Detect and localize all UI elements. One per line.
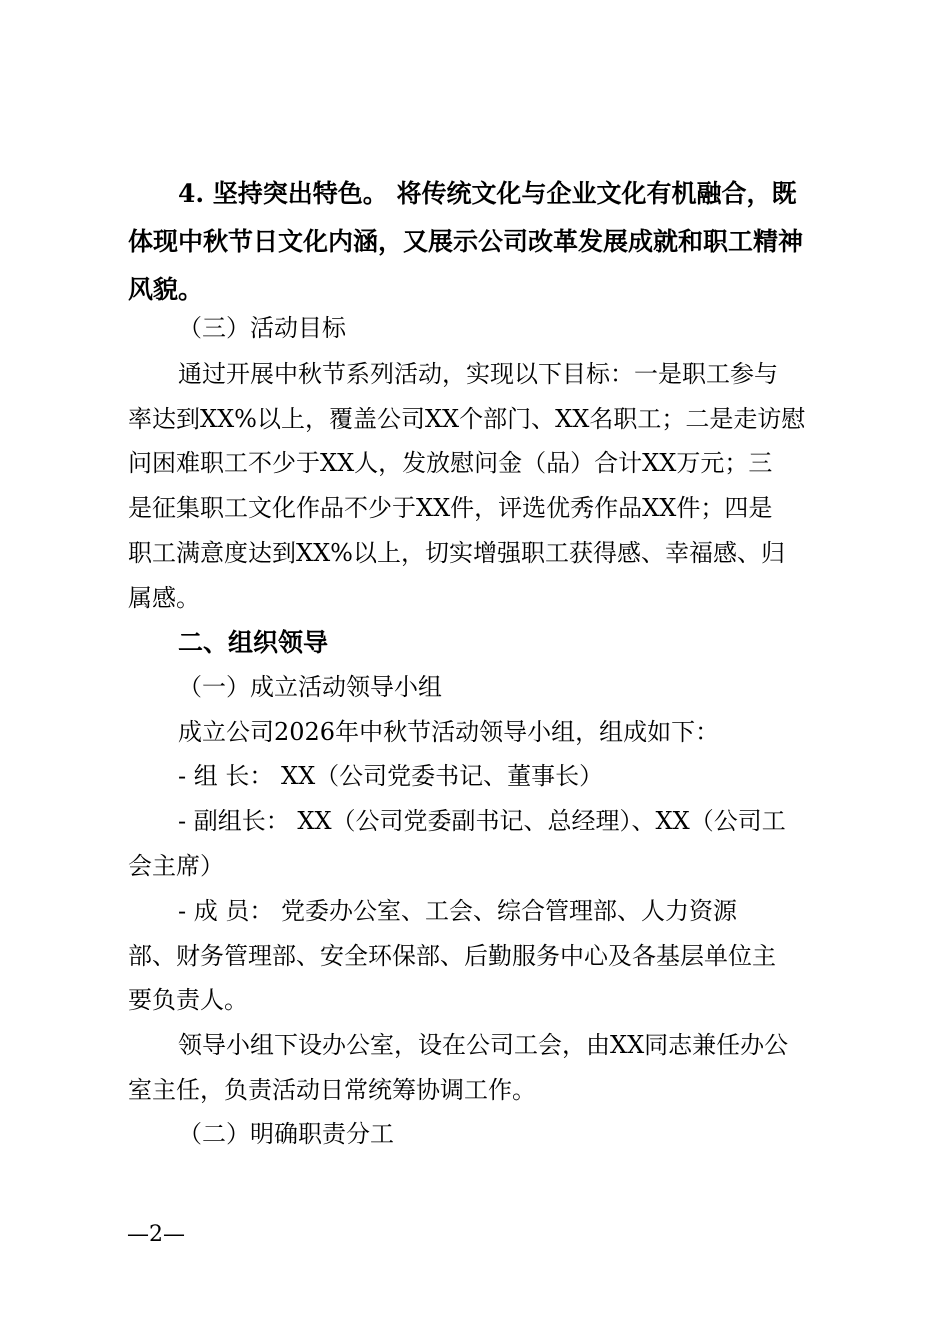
text-line: - 组 长： XX（公司党委书记、董事长） xyxy=(178,762,604,790)
text-line: 成立公司2026年中秋节活动领导小组，组成如下： xyxy=(178,718,720,746)
text-line: 职工满意度达到XX%以上，切实增强职工获得感、幸福感、归 xyxy=(128,539,785,567)
text-line: - 成 员： 党委办公室、工会、综合管理部、人力资源 xyxy=(178,897,737,925)
text-line: 要负责人。 xyxy=(128,986,248,1014)
text-line: 率达到XX%以上，覆盖公司XX个部门、XX名职工；二是走访慰 xyxy=(128,405,806,433)
text-line: 部、财务管理部、安全环保部、后勤服务中心及各基层单位主 xyxy=(128,942,776,970)
text-line: 风貌。 xyxy=(128,275,204,304)
section-heading: （三）活动目标 xyxy=(178,314,346,342)
text-line: 领导小组下设办公室，设在公司工会，由XX同志兼任办公 xyxy=(178,1031,789,1059)
text-line: 通过开展中秋节系列活动，实现以下目标：一是职工参与 xyxy=(178,360,778,388)
text-line: 是征集职工文化作品不少于XX件，评选优秀作品XX件；四是 xyxy=(128,494,773,522)
text-line: 体现中秋节日文化内涵，又展示公司改革发展成就和职工精神 xyxy=(128,227,804,256)
text-line: 4. 坚持突出特色。 将传统文化与企业文化有机融合，既 xyxy=(178,179,797,208)
text-line: - 副组长： XX（公司党委副书记、总经理）、XX（公司工 xyxy=(178,807,786,835)
subsection-heading: （二）明确职责分工 xyxy=(178,1120,394,1148)
section-heading: 二、组织领导 xyxy=(178,628,329,657)
text-line: 室主任，负责活动日常统筹协调工作。 xyxy=(128,1076,536,1104)
text-line: 问困难职工不少于XX人，发放慰问金（品）合计XX万元；三 xyxy=(128,449,773,477)
subsection-heading: （一）成立活动领导小组 xyxy=(178,673,442,701)
page-number: —2— xyxy=(127,1222,185,1247)
text-line: 属感。 xyxy=(128,584,200,612)
text-line: 会主席） xyxy=(128,852,224,880)
